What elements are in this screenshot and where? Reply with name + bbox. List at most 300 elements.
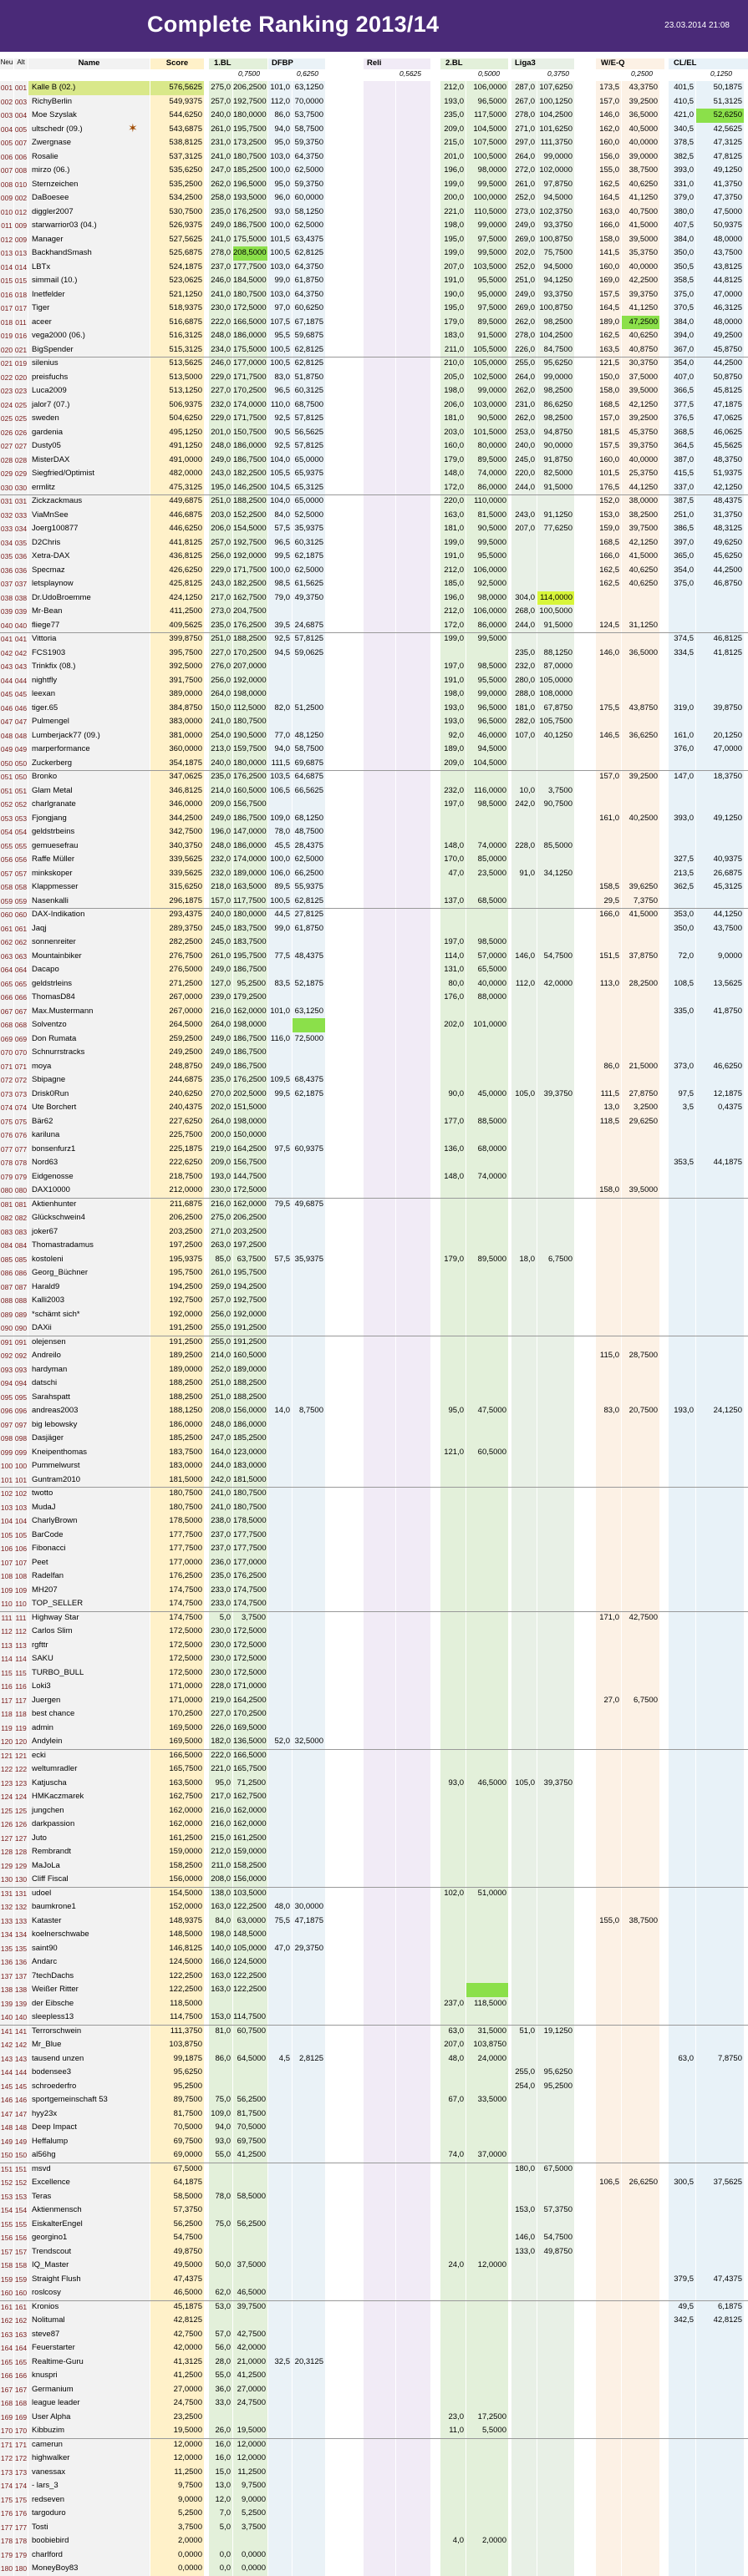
player-name: Pummelwurst — [28, 1459, 150, 1473]
weq-points — [596, 2286, 621, 2300]
liga3-weighted — [537, 2121, 574, 2135]
rank-old: 031 — [14, 494, 28, 509]
weq-points — [596, 1666, 621, 1681]
clel-points — [669, 2424, 695, 2438]
liga3-points — [511, 2259, 537, 2273]
weq-points — [596, 2383, 621, 2397]
dfbp-points: 82,0 — [268, 702, 292, 716]
1bl-points: 249,0 — [209, 1046, 232, 1060]
table-row — [0, 1432, 748, 1446]
table-row — [0, 2328, 748, 2342]
reli-weighted — [396, 2452, 430, 2466]
2bl-points — [440, 2479, 466, 2493]
weq-weighted — [622, 1859, 659, 1874]
weq-points — [596, 1556, 621, 1570]
reli-weighted — [396, 329, 430, 343]
dfbp-points — [268, 715, 292, 729]
liga3-weighted — [537, 1294, 574, 1308]
clel-points — [669, 2163, 695, 2177]
liga3-points — [511, 1487, 537, 1501]
clel-weighted: 7,8750 — [696, 2052, 744, 2066]
player-name: CharlyBrown — [28, 1514, 150, 1529]
table-row — [0, 1749, 748, 1763]
weq-points: 161,0 — [596, 812, 621, 826]
clel-weighted: 0,4375 — [696, 1101, 744, 1115]
rank-new: 040 — [0, 619, 13, 633]
rank-new: 054 — [0, 825, 13, 839]
table-row — [0, 936, 748, 950]
liga3-points — [511, 577, 537, 591]
1bl-weighted: 148,5000 — [233, 1928, 267, 1942]
1bl-weighted: 186,7500 — [233, 219, 267, 233]
1bl-points: 259,0 — [209, 1280, 232, 1295]
row-separator — [0, 2438, 748, 2439]
weq-weighted: 36,5000 — [622, 647, 659, 661]
table-row — [0, 1542, 748, 1556]
1bl-weighted: 171,7500 — [233, 412, 267, 426]
reli-weighted — [396, 1294, 430, 1308]
weq-weighted — [622, 2038, 659, 2052]
table-row — [0, 288, 748, 302]
1bl-weighted: 180,0000 — [233, 908, 267, 922]
dfbp-weighted: 52,1875 — [293, 977, 325, 991]
score: 576,5625 — [150, 81, 204, 95]
reli-weighted — [396, 454, 430, 468]
player-name: MaJoLa — [28, 1859, 150, 1874]
rank-old: 081 — [14, 1198, 28, 1212]
dfbp-points: 100,0 — [268, 853, 292, 867]
weq-weighted — [622, 2369, 659, 2383]
1bl-points: 222,0 — [209, 1749, 232, 1763]
weq-weighted — [622, 1418, 659, 1433]
2bl-weighted — [466, 1873, 508, 1887]
1bl-points: 208,0 — [209, 1404, 232, 1418]
1bl-weighted: 37,5000 — [233, 2259, 267, 2273]
rank-new: 013 — [0, 246, 13, 261]
dfbp-weighted — [293, 674, 325, 688]
score: 176,2500 — [150, 1569, 204, 1584]
liga3-points — [511, 1818, 537, 1832]
reli-weighted — [396, 123, 430, 137]
liga3-points — [511, 2190, 537, 2204]
dfbp-points — [268, 2121, 292, 2135]
liga3-points — [511, 2093, 537, 2107]
clel-weighted — [696, 1391, 744, 1405]
dfbp-weighted — [293, 798, 325, 812]
table-row — [0, 109, 748, 123]
player-name: vega2000 (06.) — [28, 329, 150, 343]
1bl-weighted: 174,7500 — [233, 1597, 267, 1611]
player-name: tiger.65 — [28, 702, 150, 716]
clel-weighted — [696, 895, 744, 909]
clel-points — [669, 1032, 695, 1047]
dfbp-points — [268, 1501, 292, 1515]
dfbp-points — [268, 2383, 292, 2397]
dfbp-weighted — [293, 2534, 325, 2548]
liga3-weighted: 100,1250 — [537, 95, 574, 109]
dfbp-weighted — [293, 1928, 325, 1942]
rank-old: 056 — [14, 853, 28, 867]
dfbp-points: 96,5 — [268, 384, 292, 398]
player-name: Klappmesser — [28, 880, 150, 895]
rank-new: 088 — [0, 1294, 13, 1308]
weq-weighted: 39,3750 — [622, 288, 659, 302]
1bl-points: 227,0 — [209, 647, 232, 661]
1bl-points: 278,0 — [209, 246, 232, 261]
dfbp-points: 89,5 — [268, 880, 292, 895]
liga3-weighted: 57,3750 — [537, 2203, 574, 2218]
liga3-weighted — [537, 2479, 574, 2493]
2bl-points: 206,0 — [440, 398, 466, 413]
1bl-points: 5,0 — [209, 2521, 232, 2535]
score: 42,8125 — [150, 2314, 204, 2328]
reli-weighted — [396, 494, 430, 509]
clel-points: 370,5 — [669, 302, 695, 316]
2bl-weighted — [466, 1128, 508, 1143]
score: 495,1250 — [150, 426, 204, 440]
weq-weighted — [622, 2190, 659, 2204]
1bl-points: 217,0 — [209, 591, 232, 606]
clel-points — [669, 2148, 695, 2163]
liga3-weighted — [537, 2314, 574, 2328]
liga3-weighted — [537, 1101, 574, 1115]
1bl-weighted: 195,7500 — [233, 1266, 267, 1280]
clel-weighted: 44,2500 — [696, 357, 744, 371]
table-row — [0, 674, 748, 688]
rank-new: 048 — [0, 729, 13, 743]
1bl-points — [209, 2231, 232, 2245]
weq-weighted — [622, 1170, 659, 1184]
reli-points — [364, 1584, 395, 1598]
liga3-weighted — [537, 1198, 574, 1212]
1bl-points: 86,0 — [209, 2052, 232, 2066]
reli-weighted — [396, 577, 430, 591]
dfbp-weighted — [293, 1762, 325, 1777]
weq-weighted: 7,3750 — [622, 895, 659, 909]
2bl-points: 92,0 — [440, 729, 466, 743]
weq-points — [596, 963, 621, 977]
rank-new: 169 — [0, 2411, 13, 2425]
score: 163,5000 — [150, 1777, 204, 1791]
1bl-weighted: 81,7500 — [233, 2107, 267, 2122]
dfbp-points — [268, 2328, 292, 2342]
1bl-points: 248,0 — [209, 839, 232, 854]
2bl-weighted — [466, 2438, 508, 2452]
reli-weighted — [396, 2286, 430, 2300]
weq-weighted — [622, 1652, 659, 1666]
rank-old: 091 — [14, 1336, 28, 1350]
1bl-points: 256,0 — [209, 1308, 232, 1322]
clel-points — [669, 1790, 695, 1804]
table-row — [0, 95, 748, 109]
1bl-points — [209, 2273, 232, 2287]
2bl-points — [440, 1032, 466, 1047]
1bl-weighted: 122,2500 — [233, 1983, 267, 1997]
clel-points: 251,0 — [669, 509, 695, 523]
liga3-points — [511, 1639, 537, 1653]
1bl-points: 247,0 — [209, 164, 232, 178]
1bl-weighted: 175,5000 — [233, 233, 267, 247]
2bl-points: 202,0 — [440, 1018, 466, 1032]
weq-points: 146,5 — [596, 729, 621, 743]
clel-weighted — [696, 1790, 744, 1804]
1bl-points: 222,0 — [209, 316, 232, 330]
1bl-points: 248,0 — [209, 329, 232, 343]
dfbp-weighted: 49,6875 — [293, 1198, 325, 1212]
2bl-points: 232,0 — [440, 784, 466, 799]
1bl-points: 212,0 — [209, 1845, 232, 1859]
reli-weighted — [396, 2052, 430, 2066]
liga3-weighted — [537, 2259, 574, 2273]
clel-points: 375,0 — [669, 577, 695, 591]
score: 181,5000 — [150, 1473, 204, 1488]
row-separator — [0, 494, 748, 495]
score: 189,0000 — [150, 1363, 204, 1377]
liga3-points — [511, 1955, 537, 1970]
player-name: Tiger — [28, 302, 150, 316]
dfbp-weighted — [293, 1597, 325, 1611]
weq-weighted: 39,5000 — [622, 233, 659, 247]
reli-weighted — [396, 1983, 430, 1997]
weq-weighted — [622, 1363, 659, 1377]
1bl-weighted: 178,5000 — [233, 1514, 267, 1529]
clel-points — [669, 1349, 695, 1363]
rank-old: 084 — [14, 1239, 28, 1253]
score: 177,7500 — [150, 1542, 204, 1556]
table-row — [0, 1377, 748, 1391]
1bl-points: 261,0 — [209, 950, 232, 964]
1bl-points: 221,0 — [209, 1762, 232, 1777]
clel-points — [669, 1914, 695, 1929]
rank-new: 159 — [0, 2273, 13, 2287]
liga3-weighted — [537, 743, 574, 757]
2bl-weighted — [466, 1707, 508, 1722]
2bl-weighted: 104,5000 — [466, 757, 508, 771]
liga3-weighted — [537, 2466, 574, 2480]
clel-weighted — [696, 2107, 744, 2122]
dfbp-points: 45,5 — [268, 839, 292, 854]
dfbp-weighted — [293, 1694, 325, 1708]
score: 0,0000 — [150, 2548, 204, 2563]
player-name: twotto — [28, 1487, 150, 1501]
1bl-weighted: 58,5000 — [233, 2190, 267, 2204]
table-row — [0, 509, 748, 523]
clel-points — [669, 2025, 695, 2039]
reli-points — [364, 1073, 395, 1088]
2bl-weighted: 46,0000 — [466, 729, 508, 743]
dfbp-weighted — [293, 2314, 325, 2328]
rank-old: 100 — [14, 1459, 28, 1473]
clel-weighted — [696, 1680, 744, 1694]
reli-weighted — [396, 1542, 430, 1556]
2bl-weighted — [466, 1032, 508, 1047]
clel-points: 331,0 — [669, 178, 695, 192]
2bl-weighted — [466, 1818, 508, 1832]
liga3-points: 180,0 — [511, 2163, 537, 2177]
table-row — [0, 839, 748, 854]
liga3-points — [511, 2218, 537, 2232]
liga3-weighted — [537, 1735, 574, 1749]
1bl-weighted: 9,7500 — [233, 2479, 267, 2493]
clel-points: 386,5 — [669, 522, 695, 536]
1bl-points: 12,0 — [209, 2493, 232, 2508]
table-row — [0, 1253, 748, 1267]
dfbp-points — [268, 2424, 292, 2438]
rank-new: 095 — [0, 1391, 13, 1405]
liga3-points — [511, 908, 537, 922]
table-row — [0, 371, 748, 385]
clel-points — [669, 1184, 695, 1198]
weq-points: 27,0 — [596, 1694, 621, 1708]
2bl-weighted: 86,0000 — [466, 481, 508, 495]
dfbp-weighted: 52,5000 — [293, 509, 325, 523]
clel-weighted — [696, 2452, 744, 2466]
1bl-points: 157,0 — [209, 895, 232, 909]
1bl-points: 216,0 — [209, 1818, 232, 1832]
player-name: Loki3 — [28, 1680, 150, 1694]
liga3-weighted — [537, 2107, 574, 2122]
clel-points — [669, 1928, 695, 1942]
liga3-points: 244,0 — [511, 481, 537, 495]
player-name: weltumradler — [28, 1762, 150, 1777]
clel-points — [669, 1487, 695, 1501]
liga3-weighted: 111,3750 — [537, 136, 574, 150]
player-name: diggler2007 — [28, 205, 150, 220]
dfbp-points: 99,5 — [268, 550, 292, 564]
weq-weighted — [622, 2479, 659, 2493]
rank-new: 085 — [0, 1253, 13, 1267]
table-row — [0, 1777, 748, 1791]
player-name: Luca2009 — [28, 384, 150, 398]
liga3-points — [511, 1115, 537, 1129]
1bl-weighted: 162,0000 — [233, 1198, 267, 1212]
1bl-weighted: 63,0000 — [233, 1914, 267, 1929]
clel-weighted — [696, 2369, 744, 2383]
weq-points — [596, 1639, 621, 1653]
clel-weighted — [696, 1749, 744, 1763]
clel-points — [669, 1873, 695, 1887]
weq-weighted — [622, 1446, 659, 1460]
factor-1bl: 0,7500 — [238, 69, 260, 78]
liga3-points — [511, 1997, 537, 2011]
liga3-weighted — [537, 1887, 574, 1901]
liga3-weighted — [537, 1955, 574, 1970]
1bl-points: 273,0 — [209, 605, 232, 619]
score: 249,2500 — [150, 1046, 204, 1060]
clel-weighted — [696, 1280, 744, 1295]
liga3-points — [511, 2314, 537, 2328]
weq-weighted — [622, 2534, 659, 2548]
reli-weighted — [396, 2080, 430, 2094]
weq-weighted — [622, 1900, 659, 1914]
clel-points — [669, 936, 695, 950]
rank-new: 003 — [0, 109, 13, 123]
1bl-weighted: 198,0000 — [233, 1018, 267, 1032]
clel-points — [669, 1294, 695, 1308]
reli-points — [364, 2411, 395, 2425]
weq-points — [596, 839, 621, 854]
rank-new: 147 — [0, 2107, 13, 2122]
reli-weighted — [396, 2479, 430, 2493]
2bl-weighted — [466, 1749, 508, 1763]
clel-points: 393,0 — [669, 164, 695, 178]
dfbp-points — [268, 2231, 292, 2245]
weq-weighted — [622, 1707, 659, 1722]
reli-points — [364, 977, 395, 991]
2bl-points: 198,0 — [440, 687, 466, 702]
reli-weighted — [396, 95, 430, 109]
1bl-points: 264,0 — [209, 1115, 232, 1129]
liga3-weighted — [537, 1749, 574, 1763]
dfbp-points — [268, 2245, 292, 2259]
liga3-weighted: 104,2500 — [537, 329, 574, 343]
liga3-weighted: 95,6250 — [537, 357, 574, 371]
player-name: jalor7 (07.) — [28, 398, 150, 413]
rank-new: 164 — [0, 2341, 13, 2355]
2bl-points — [440, 1666, 466, 1681]
2bl-weighted — [466, 1928, 508, 1942]
player-name: sleepless13 — [28, 2011, 150, 2025]
reli-weighted — [396, 660, 430, 674]
clel-weighted — [696, 1722, 744, 1736]
table-row — [0, 412, 748, 426]
liga3-weighted: 114,0000 — [537, 591, 574, 606]
dfbp-weighted — [293, 1569, 325, 1584]
1bl-points: 234,0 — [209, 343, 232, 357]
dfbp-weighted — [293, 2286, 325, 2300]
liga3-points — [511, 1377, 537, 1391]
rank-old: 095 — [14, 1391, 28, 1405]
weq-weighted — [622, 1391, 659, 1405]
reli-points — [364, 936, 395, 950]
reli-points — [364, 2093, 395, 2107]
2bl-points: 196,0 — [440, 591, 466, 606]
score: 161,2500 — [150, 1832, 204, 1846]
2bl-weighted: 81,5000 — [466, 509, 508, 523]
dfbp-points — [268, 1777, 292, 1791]
score: 9,0000 — [150, 2493, 204, 2508]
dfbp-weighted — [293, 1487, 325, 1501]
liga3-weighted: 98,2500 — [537, 412, 574, 426]
header-weq: W/E-Q — [596, 58, 664, 69]
reli-points — [364, 1308, 395, 1322]
clel-weighted: 51,9375 — [696, 467, 744, 481]
clel-weighted — [696, 1845, 744, 1859]
clel-points — [669, 1569, 695, 1584]
reli-points — [364, 660, 395, 674]
2bl-weighted: 74,0000 — [466, 1170, 508, 1184]
rank-old: 139 — [14, 1997, 28, 2011]
1bl-weighted: 12,0000 — [233, 2452, 267, 2466]
1bl-weighted: 186,7500 — [233, 1046, 267, 1060]
2bl-weighted: 65,5000 — [466, 963, 508, 977]
dfbp-weighted — [293, 1556, 325, 1570]
player-name: starwarrior03 (04.) — [28, 219, 150, 233]
table-row — [0, 439, 748, 454]
reli-points — [364, 591, 395, 606]
player-name: BackhandSmash — [28, 246, 150, 261]
rank-new: 017 — [0, 302, 13, 316]
reli-weighted — [396, 205, 430, 220]
liga3-weighted — [537, 1584, 574, 1598]
player-name: gardenia — [28, 426, 150, 440]
rank-old: 101 — [14, 1473, 28, 1488]
weq-weighted: 42,7500 — [622, 1611, 659, 1625]
score: 54,7500 — [150, 2231, 204, 2245]
reli-points — [364, 1459, 395, 1473]
weq-points — [596, 1446, 621, 1460]
dfbp-weighted — [293, 2328, 325, 2342]
